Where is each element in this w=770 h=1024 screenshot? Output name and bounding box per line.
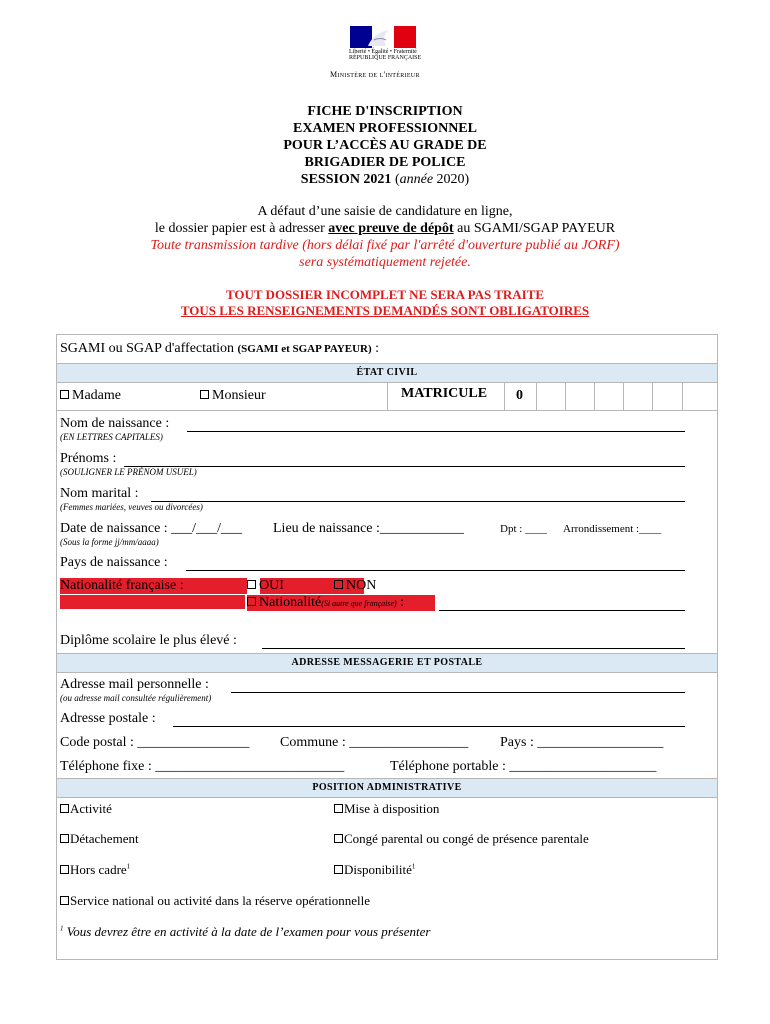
nationalite-francaise-label: Nationalité française : (60, 578, 184, 593)
matricule-cell[interactable] (594, 383, 623, 410)
telephone-fixe-field[interactable]: Téléphone fixe : ___________________________ (60, 759, 345, 774)
lieu-naissance-field[interactable]: Lieu de naissance :____________ (273, 521, 464, 536)
mail-label: Adresse mail personnelle : (60, 677, 209, 692)
warning-text: TOUT DOSSIER INCOMPLET NE SERA PAS TRAITE TOUS LES RENSEIGNEMENTS DEMANDÉS SONT OBLIGATOIRES (180, 287, 590, 318)
detachement-checkbox[interactable]: Détachement (60, 831, 139, 847)
code-postal-field[interactable]: Code postal : ________________ (60, 735, 250, 750)
checkbox-icon (60, 804, 69, 813)
nom-marital-note: (Femmes mariées, veuves ou divorcées) (60, 502, 203, 512)
checkbox-icon (60, 390, 69, 399)
madame-checkbox[interactable]: Madame (60, 388, 121, 404)
autre-nationalite-checkbox[interactable]: Nationalité(Si autre que française) : (247, 595, 404, 611)
nationalite-input[interactable] (439, 595, 685, 611)
commune-field[interactable]: Commune : _________________ (280, 735, 469, 750)
section-position: POSITION ADMINISTRATIVE (57, 778, 717, 798)
disponibilite-checkbox[interactable]: Disponibilité$^1$ (334, 862, 415, 878)
adresse-postale-input[interactable] (173, 711, 685, 727)
prenoms-note: (SOULIGNER LE PRÉNOM USUEL) (60, 467, 197, 477)
monsieur-checkbox[interactable]: Monsieur (200, 388, 266, 404)
oui-checkbox[interactable]: OUI (247, 578, 284, 594)
diplome-label: Diplôme scolaire le plus élevé : (60, 633, 237, 648)
matricule-cell[interactable] (536, 383, 565, 410)
nom-naissance-input[interactable] (187, 416, 685, 432)
prenoms-input[interactable] (124, 451, 685, 467)
nom-naissance-note: (EN LETTRES CAPITALES) (60, 432, 163, 442)
matricule-label: MATRICULE (401, 386, 488, 401)
dpt-field[interactable]: Dpt : ____ (500, 523, 548, 535)
date-note: (Sous la forme jj/mm/aaaa) (60, 537, 159, 547)
checkbox-icon (247, 597, 256, 606)
checkbox-icon (334, 834, 343, 843)
matricule-cell[interactable] (565, 383, 594, 410)
marianne-logo (350, 26, 416, 48)
highlight (60, 595, 245, 609)
intro-text: A défaut d’une saisie de candidature en ligne, le dossier papier est à adresser avec preuve de dépôt au SGAMI/SGAP PAYEUR Toute transmission tardive (hors délai fixé par l'arrêté d'ouverture publié au JORF) sera systématiquement rejetée. (150, 204, 620, 270)
diplome-input[interactable] (262, 633, 685, 649)
document-title: FICHE D'INSCRIPTION EXAMEN PROFESSIONNEL POUR L’ACCÈS AU GRADE DE BRIGADIER DE POLICE SESSION 2021 (année 2020) (0, 103, 770, 188)
section-etat-civil: ÉTAT CIVIL (57, 363, 717, 383)
activite-checkbox[interactable]: Activité (60, 801, 112, 817)
checkbox-icon (334, 865, 343, 874)
section-adresse: ADRESSE MESSAGERIE ET POSTALE (57, 653, 717, 673)
adresse-postale-label: Adresse postale : (60, 711, 156, 726)
matricule-digit: 0 (516, 388, 523, 403)
pays-field[interactable]: Pays : __________________ (500, 735, 664, 750)
mail-input[interactable] (231, 677, 685, 693)
mail-note: (ou adresse mail consultée régulièrement) (60, 693, 212, 703)
registration-form (56, 334, 718, 960)
checkbox-icon (60, 834, 69, 843)
checkbox-icon (60, 896, 69, 905)
matricule-cell[interactable] (652, 383, 681, 410)
checkbox-icon (334, 804, 343, 813)
date-naissance-field[interactable]: Date de naissance : ___/___/___ (60, 521, 242, 536)
checkbox-icon (200, 390, 209, 399)
pays-naissance-label: Pays de naissance : (60, 555, 168, 570)
conge-parental-checkbox[interactable]: Congé parental ou congé de présence parentale (334, 831, 589, 847)
checkbox-icon (60, 865, 69, 874)
matricule-cell[interactable] (623, 383, 652, 410)
hors-cadre-checkbox[interactable]: Hors cadre$^1$ (60, 862, 130, 878)
republic-motto: Liberté • Égalité • Fraternité RÉPUBLIQUE FRANÇAISE (349, 49, 422, 61)
ministry-name: Ministère de l'intérieur (330, 70, 420, 79)
telephone-portable-field[interactable]: Téléphone portable : _____________________ (390, 759, 657, 774)
matricule-cell[interactable] (682, 383, 711, 410)
sgami-field[interactable]: SGAMI ou SGAP d'affectation (SGAMI et SGAP PAYEUR) : (60, 341, 380, 356)
checkbox-icon (247, 580, 256, 589)
mise-disposition-checkbox[interactable]: Mise à disposition (334, 801, 439, 817)
footnote: $^1$ Vous devrez être en activité à la date de l’examen pour vous présenter (60, 924, 431, 939)
arrondissement-field[interactable]: Arrondissement :____ (563, 523, 662, 535)
session-line: SESSION 2021 (année 2020) (300, 172, 470, 187)
service-national-checkbox[interactable]: Service national ou activité dans la réserve opérationnelle (60, 893, 370, 909)
pays-naissance-input[interactable] (186, 555, 685, 571)
nom-naissance-label: Nom de naissance : (60, 416, 170, 431)
nom-marital-label: Nom marital : (60, 486, 139, 501)
checkbox-icon (334, 580, 343, 589)
divider (57, 410, 717, 411)
non-checkbox[interactable]: NON (334, 578, 376, 594)
prenoms-label: Prénoms : (60, 451, 117, 466)
nom-marital-input[interactable] (151, 486, 685, 502)
